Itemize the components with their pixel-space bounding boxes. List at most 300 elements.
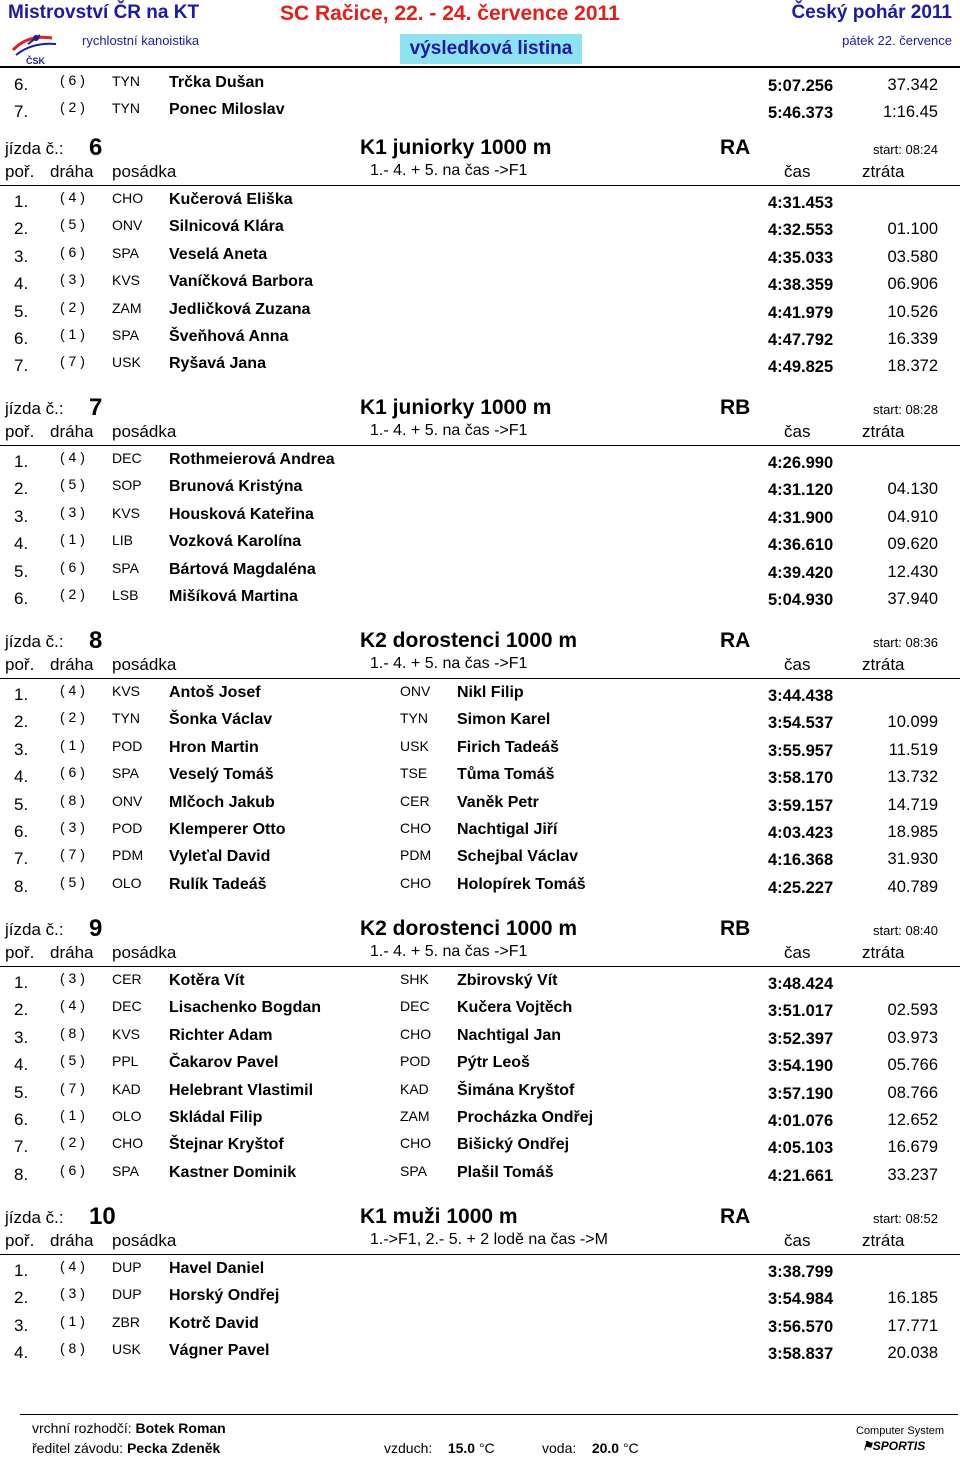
lane: ( 4 ) (60, 682, 85, 698)
table-row (0, 268, 960, 295)
heat-discipline: K1 muži 1000 m (360, 1205, 518, 1228)
rank: 5. (14, 794, 29, 814)
continued-results (0, 69, 960, 124)
time-loss: 18.372 (887, 357, 938, 376)
lane: ( 5 ) (60, 1052, 85, 1069)
championship-title: Mistrovství ČR na KT (8, 2, 200, 23)
club: KVS (112, 1025, 141, 1042)
rank: 2. (14, 1288, 29, 1308)
club-2: ONV (400, 683, 431, 699)
heat-header (0, 136, 960, 162)
rank: 8. (14, 1164, 29, 1184)
col-posadka: posádka (112, 162, 177, 181)
heat-section (0, 629, 960, 898)
club: CHO (112, 1135, 144, 1152)
progression-rule: 1.- 4. + 5. na čas ->F1 (370, 655, 528, 672)
lane: ( 6 ) (60, 243, 85, 260)
lane: ( 3 ) (60, 1285, 85, 1302)
club: ZBR (112, 1313, 140, 1330)
col-posadka: posádka (112, 1231, 177, 1250)
athlete-name: Antoš Josef (169, 684, 261, 701)
results-list-title: výsledková listina (400, 34, 582, 64)
lane: ( 1 ) (60, 325, 85, 342)
club-2: USK (400, 737, 429, 754)
chief-referee: vrchní rozhodčí: Botek Roman (32, 1420, 226, 1436)
time-loss: 16.339 (887, 329, 938, 348)
result-time: 4:38.359 (768, 276, 834, 295)
athlete-name-2: Holopírek Tomáš (457, 875, 586, 893)
club: ONV (112, 792, 143, 809)
club: USK (112, 1341, 141, 1358)
table-row (0, 473, 960, 500)
athlete-name: Veselý Tomáš (169, 766, 274, 784)
club: ZAM (112, 299, 142, 316)
result-time: 5:04.930 (768, 590, 834, 609)
rank: 3. (14, 1027, 29, 1047)
col-draha: dráha (50, 422, 94, 441)
heat-category: RA (720, 1205, 751, 1228)
sportis-logo: ⚑SPORTIS (862, 1439, 926, 1453)
club-2: TSE (400, 765, 428, 782)
club-2: ZAM (400, 1107, 430, 1124)
table-row (0, 446, 960, 473)
table-row (0, 556, 960, 583)
athlete-name: Štejnar Kryštof (169, 1136, 284, 1154)
athlete-name-2: Kučera Vojtěch (457, 999, 573, 1017)
col-draha: dráha (50, 943, 94, 962)
table-row (0, 843, 960, 870)
athlete-name: Hron Martin (169, 738, 259, 756)
club: SPA (112, 559, 139, 576)
lane: ( 3 ) (60, 271, 85, 288)
result-time: 3:58.170 (768, 769, 834, 788)
time-loss: 33.237 (887, 1165, 938, 1184)
col-draha: dráha (50, 655, 94, 674)
page-header (0, 0, 960, 68)
club: TYN (112, 710, 140, 727)
athlete-name: Kastner Dominik (169, 1163, 297, 1181)
lane: ( 6 ) (60, 764, 85, 781)
club-2: CHO (400, 1025, 432, 1042)
athlete-name: Silnicová Klára (169, 218, 284, 236)
athlete-name: Jedličková Zuzana (169, 300, 311, 318)
table-row: 7. ( 2 ) TYN Ponec Miloslav 5:46.373 1:16.45 (14, 99, 938, 123)
result-time: 3:59.157 (768, 796, 834, 815)
col-posadka: posádka (112, 943, 177, 962)
result-time: 4:31.120 (768, 481, 834, 500)
time-loss: 04.910 (887, 507, 938, 526)
club: OLO (112, 874, 142, 891)
athlete-name: Šonka Václav (169, 711, 273, 729)
col-posadka: posádka (112, 422, 177, 441)
club: LSB (112, 586, 139, 603)
time-loss: 31.930 (887, 850, 938, 869)
athlete-name: Kotrč David (169, 1314, 259, 1332)
result-time: 4:25.227 (768, 878, 834, 897)
result-time: 4:01.076 (768, 1111, 834, 1130)
lane: ( 2 ) (60, 709, 85, 726)
heat-header (0, 917, 960, 943)
heat-discipline: K1 juniorky 1000 m (360, 136, 552, 159)
result-time: 4:41.979 (768, 303, 834, 322)
table-row (0, 1337, 960, 1364)
rank: 4. (14, 534, 29, 554)
rank: 4. (14, 1055, 29, 1075)
time-loss: 03.973 (887, 1028, 938, 1047)
rank: 4. (14, 1343, 29, 1363)
rank: 3. (14, 739, 29, 759)
lane: ( 4 ) (60, 997, 85, 1014)
club: LIB (112, 532, 134, 549)
athlete-name: Bártová Magdaléna (169, 560, 316, 578)
lane: ( 2 ) (60, 298, 85, 315)
col-cas: čas (784, 655, 811, 674)
club: SPA (112, 1162, 139, 1179)
table-row (0, 967, 960, 994)
heat-discipline: K2 dorostenci 1000 m (360, 917, 578, 940)
result-time: 4:49.825 (768, 358, 834, 377)
athlete-name-2: Nikl Filip (457, 684, 524, 701)
table-row (0, 528, 960, 555)
rank: 6. (14, 588, 29, 608)
col-por: poř. (5, 655, 35, 674)
table-row (0, 679, 960, 706)
time-loss: 02.593 (887, 1001, 938, 1020)
athlete-name: Šveňhová Anna (169, 327, 289, 345)
heat-section (0, 136, 960, 378)
rank: 4. (14, 767, 29, 787)
event-date: pátek 22. července (842, 33, 952, 48)
athlete-name-2: Plašil Tomáš (457, 1163, 554, 1181)
table-row (0, 583, 960, 610)
athlete-name-2: Firich Tadeáš (457, 738, 559, 756)
club-2: CHO (400, 819, 432, 836)
athlete-name: Lisachenko Bogdan (169, 999, 322, 1017)
table-row (0, 501, 960, 528)
heat-header (0, 396, 960, 422)
lane: ( 1 ) (60, 736, 85, 753)
col-draha: dráha (50, 162, 94, 181)
athlete-name-2: Procházka Ondřej (457, 1108, 594, 1126)
heat-number: 10 (89, 1203, 116, 1230)
col-ztrata: ztráta (862, 943, 905, 962)
col-por: poř. (5, 162, 35, 181)
result-time: 4:47.792 (768, 330, 834, 349)
time-loss: 17.771 (887, 1316, 938, 1335)
lane: ( 6 ) (60, 558, 85, 575)
heat-start-time: start: 08:40 (872, 923, 938, 938)
lane: ( 6 ) (60, 1161, 85, 1178)
table-row (0, 1159, 960, 1186)
footer-divider (20, 1414, 958, 1415)
lane: ( 8 ) (60, 1024, 85, 1041)
lane: ( 4 ) (60, 1258, 85, 1274)
time-loss: 16.185 (887, 1289, 938, 1308)
club: POD (112, 737, 143, 754)
progression-rule: 1.- 4. + 5. na čas ->F1 (370, 943, 528, 960)
athlete-name: Vaníčková Barbora (169, 273, 314, 291)
table-row (0, 734, 960, 761)
table-row (0, 789, 960, 816)
club: KVS (112, 683, 141, 699)
time-loss: 13.732 (887, 768, 938, 787)
col-cas: čas (784, 943, 811, 962)
club: CER (112, 971, 142, 987)
rank: 7. (14, 356, 29, 376)
rank: 3. (14, 1315, 29, 1335)
rank: 8. (14, 876, 29, 896)
time-loss: 05.766 (887, 1056, 938, 1075)
athlete-name-2: Pýtr Leoš (457, 1054, 530, 1072)
lane: ( 4 ) (60, 189, 85, 205)
flag-icon: ⚑ (862, 1439, 873, 1453)
table-row (0, 186, 960, 213)
club-2: CER (400, 792, 430, 809)
heat-header (0, 1205, 960, 1231)
column-headers (0, 943, 960, 967)
venue-title: SC Račice, 22. - 24. července 2011 (280, 2, 620, 25)
time-loss: 12.652 (887, 1110, 938, 1129)
table-row (0, 1104, 960, 1131)
heat-discipline: K2 dorostenci 1000 m (360, 629, 578, 652)
air-temperature: vzduch: 15.0 °C (384, 1440, 495, 1456)
lane: ( 5 ) (60, 476, 85, 493)
result-time: 3:55.957 (768, 741, 834, 760)
col-ztrata: ztráta (862, 655, 905, 674)
result-time: 4:05.103 (768, 1139, 834, 1158)
col-draha: dráha (50, 1231, 94, 1250)
heat-header (0, 629, 960, 655)
rank: 5. (14, 561, 29, 581)
col-ztrata: ztráta (862, 1231, 905, 1250)
csk-logo-icon (10, 30, 60, 66)
club-2: CHO (400, 874, 432, 891)
discipline-subtitle: rychlostní kanoistika (82, 33, 200, 48)
result-time: 4:26.990 (768, 454, 834, 472)
table-row (0, 1131, 960, 1158)
athlete-name-2: Tůma Tomáš (457, 766, 555, 784)
table-row (0, 1022, 960, 1049)
club-2: PDM (400, 847, 432, 864)
progression-rule: 1.- 4. + 5. na čas ->F1 (370, 162, 528, 179)
column-headers (0, 162, 960, 186)
table-row (0, 1255, 960, 1282)
rank: 6. (14, 1109, 29, 1129)
time-loss: 09.620 (887, 535, 938, 554)
lane: ( 4 ) (60, 449, 85, 465)
column-headers (0, 1231, 960, 1255)
club-2: TYN (400, 710, 428, 727)
column-headers (0, 422, 960, 446)
club: KVS (112, 272, 141, 289)
athlete-name: Kotěra Vít (169, 972, 245, 989)
heat-label: jízda č.: (5, 399, 64, 418)
athlete-name: Mišíková Martina (169, 587, 298, 605)
lane: ( 1 ) (60, 531, 85, 548)
rank: 2. (14, 479, 29, 499)
time-loss: 12.430 (887, 562, 938, 581)
athlete-name: Havel Daniel (169, 1260, 265, 1277)
table-row (0, 1077, 960, 1104)
club-2: DEC (400, 998, 430, 1015)
lane: ( 1 ) (60, 1312, 85, 1329)
race-director: ředitel závodu: Pecka Zdeněk (32, 1440, 221, 1456)
col-por: poř. (5, 943, 35, 962)
heat-discipline: K1 juniorky 1000 m (360, 396, 552, 419)
rank: 6. (14, 821, 29, 841)
result-time: 4:16.368 (768, 851, 834, 870)
rank: 1. (14, 685, 29, 704)
athlete-name: Rulík Tadeáš (169, 875, 267, 893)
time-loss: 01.100 (887, 220, 938, 239)
heat-start-time: start: 08:28 (872, 402, 938, 417)
computer-system-label: Computer System (856, 1425, 945, 1437)
club: DEC (112, 998, 142, 1015)
athlete-name-2: Vaněk Petr (457, 793, 539, 811)
rank: 6. (14, 328, 29, 348)
athlete-name-2: Simon Karel (457, 711, 551, 729)
athlete-name-2: Šimána Kryštof (457, 1081, 575, 1099)
heat-start-time: start: 08:52 (872, 1211, 938, 1226)
lane: ( 3 ) (60, 503, 85, 520)
result-time: 4:31.453 (768, 194, 834, 212)
heat-label: jízda č.: (5, 632, 64, 651)
lane: ( 1 ) (60, 1106, 85, 1123)
time-loss: 06.906 (887, 275, 938, 294)
club-2: SHK (400, 971, 429, 987)
heat-label: jízda č.: (5, 1208, 64, 1227)
result-time: 3:52.397 (768, 1029, 834, 1048)
result-time: 4:36.610 (768, 536, 834, 555)
rank: 2. (14, 1000, 29, 1020)
athlete-name-2: Schejbal Václav (457, 848, 578, 866)
time-loss: 14.719 (887, 795, 938, 814)
athlete-name: Vyleťal David (169, 848, 271, 866)
heat-start-time: start: 08:36 (872, 635, 938, 650)
athlete-name: Skládal Filip (169, 1108, 263, 1126)
athlete-name: Brunová Kristýna (169, 478, 303, 496)
lane: ( 7 ) (60, 846, 85, 863)
result-time: 4:35.033 (768, 248, 834, 267)
col-por: poř. (5, 422, 35, 441)
club: SOP (112, 477, 142, 494)
time-loss: 11.519 (888, 740, 938, 759)
heat-category: RA (720, 136, 751, 159)
club: KAD (112, 1080, 141, 1097)
progression-rule: 1.->F1, 2.- 5. + 2 lodě na čas ->M (370, 1231, 608, 1248)
lane: ( 8 ) (60, 791, 85, 808)
heat-section (0, 917, 960, 1186)
club: DEC (112, 450, 142, 466)
result-time: 3:54.537 (768, 714, 834, 733)
table-row (0, 213, 960, 240)
club-2: POD (400, 1053, 431, 1070)
club: DUP (112, 1259, 142, 1275)
time-loss: 03.580 (887, 247, 938, 266)
col-cas: čas (784, 162, 811, 181)
lane: ( 5 ) (60, 873, 85, 890)
club: POD (112, 819, 143, 836)
table-row (0, 1310, 960, 1337)
athlete-name: Klemperer Otto (169, 820, 286, 838)
time-loss: 37.940 (887, 589, 938, 608)
rank: 7. (14, 849, 29, 869)
result-time: 4:31.900 (768, 508, 834, 527)
table-row (0, 296, 960, 323)
result-time: 4:03.423 (768, 823, 834, 842)
table-row (0, 350, 960, 377)
table-row (0, 706, 960, 733)
athlete-name: Veselá Aneta (169, 245, 268, 263)
club: USK (112, 354, 141, 371)
result-time: 3:54.190 (768, 1057, 834, 1076)
table-row (0, 761, 960, 788)
rank: 2. (14, 219, 29, 239)
time-loss: 10.099 (887, 713, 938, 732)
col-cas: čas (784, 422, 811, 441)
result-time: 3:51.017 (768, 1002, 834, 1021)
heat-start-time: start: 08:24 (872, 142, 938, 157)
time-loss: 04.130 (887, 480, 938, 499)
lane: ( 7 ) (60, 1079, 85, 1096)
time-loss: 18.985 (887, 822, 938, 841)
club: SPA (112, 244, 139, 261)
heat-label: jízda č.: (5, 920, 64, 939)
column-headers (0, 655, 960, 679)
result-time: 4:32.553 (768, 221, 834, 240)
result-time: 3:38.799 (768, 1263, 834, 1281)
table-row (0, 323, 960, 350)
table-row (0, 1282, 960, 1309)
col-ztrata: ztráta (862, 422, 905, 441)
lane: ( 5 ) (60, 216, 85, 233)
table-row (0, 994, 960, 1021)
cup-title: Český pohár 2011 (791, 2, 952, 23)
athlete-name-2: Bišický Ondřej (457, 1136, 570, 1154)
club: PPL (112, 1053, 139, 1070)
result-time: 3:57.190 (768, 1084, 834, 1103)
athlete-name: Vágner Pavel (169, 1342, 270, 1360)
rank: 5. (14, 301, 29, 321)
heat-label: jízda č.: (5, 139, 64, 158)
lane: ( 3 ) (60, 818, 85, 835)
club: SPA (112, 765, 139, 782)
time-loss: 10.526 (887, 302, 938, 321)
athlete-name-2: Nachtigal Jiří (457, 820, 558, 838)
rank: 1. (14, 192, 29, 211)
athlete-name: Rothmeierová Andrea (169, 451, 335, 468)
lane: ( 2 ) (60, 1134, 85, 1151)
club: SPA (112, 326, 139, 343)
club-2: SPA (400, 1162, 427, 1179)
club-2: KAD (400, 1080, 429, 1097)
result-time: 4:39.420 (768, 563, 834, 582)
club: PDM (112, 847, 144, 864)
rank: 7. (14, 1137, 29, 1157)
col-cas: čas (784, 1231, 811, 1250)
time-loss: 40.789 (887, 877, 938, 896)
rank: 3. (14, 246, 29, 266)
athlete-name: Ryšavá Jana (169, 355, 266, 373)
lane: ( 3 ) (60, 970, 85, 986)
athlete-name-2: Nachtigal Jan (457, 1026, 562, 1044)
result-time: 3:58.837 (768, 1345, 834, 1364)
time-loss: 20.038 (887, 1344, 938, 1363)
club: ONV (112, 217, 143, 234)
table-row (0, 241, 960, 268)
athlete-name: Richter Adam (169, 1026, 273, 1044)
athlete-name: Kučerová Eliška (169, 191, 293, 208)
